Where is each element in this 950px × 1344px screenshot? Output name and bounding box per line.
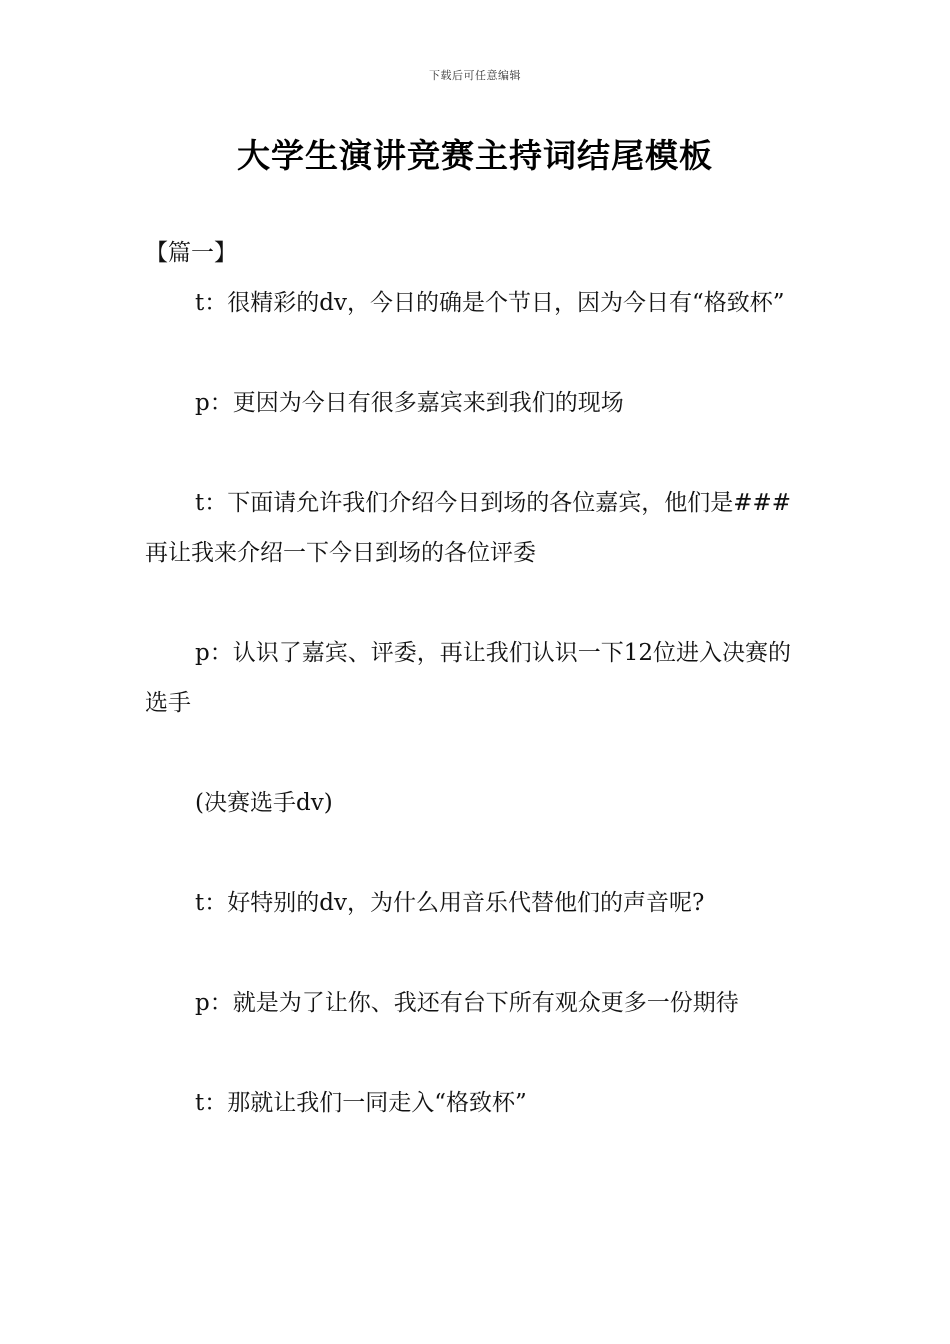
paragraph: t：很精彩的dv，今日的确是个节日，因为今日有“格致杯” — [195, 290, 785, 316]
document-body — [145, 228, 810, 1178]
paragraph: t：好特别的dv，为什么用音乐代替他们的声音呢? — [195, 890, 705, 916]
paragraph: t：下面请允许我们介绍今日到场的各位嘉宾，他们是###再让我来介绍一下今日到场的各位评委 — [145, 490, 792, 566]
paragraph: p：更因为今日有很多嘉宾来到我们的现场 — [195, 390, 624, 416]
header-note: 下载后可任意编辑 — [429, 69, 521, 82]
paragraph: p：就是为了让你、我还有台下所有观众更多一份期待 — [195, 990, 739, 1016]
document-title: 大学生演讲竞赛主持词结尾模板 — [237, 136, 713, 175]
paragraph: (决赛选手dv) — [195, 790, 333, 816]
paragraph: p：认识了嘉宾、评委，再让我们认识一下12位进入决赛的选手 — [145, 640, 791, 716]
paragraph: t：那就让我们一同走入“格致杯” — [195, 1090, 527, 1116]
section-heading: 【篇一】 — [145, 240, 237, 266]
